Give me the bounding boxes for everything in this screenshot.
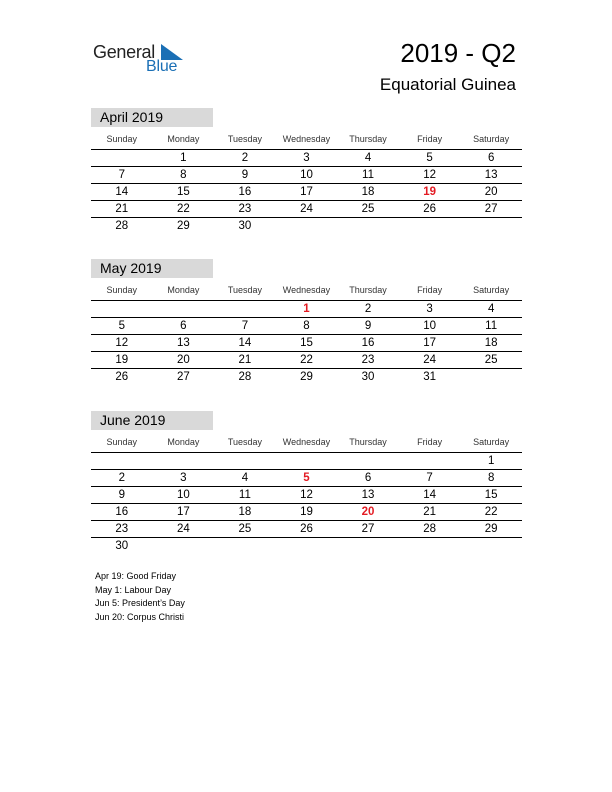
day-cell: 12	[115, 337, 129, 349]
day-cell: 14	[423, 489, 436, 501]
day-cell	[91, 150, 153, 166]
week-row	[91, 538, 522, 554]
weekday-label: Sunday	[106, 134, 138, 144]
day-cell: 15	[300, 337, 313, 349]
weekday-label: Tuesday	[227, 285, 262, 295]
day-cell: 26	[115, 371, 129, 383]
week-row	[91, 453, 522, 470]
weekday-label: Saturday	[473, 134, 510, 144]
day-cell: 13	[484, 169, 498, 181]
day-cell	[337, 453, 399, 469]
day-cell: 25	[238, 523, 252, 535]
week-row	[91, 201, 522, 218]
day-cell	[214, 453, 276, 469]
day-cell: 30	[361, 371, 375, 383]
day-cell: 4	[241, 472, 249, 484]
weekday-header	[91, 432, 522, 453]
day-cell: 3	[426, 303, 433, 315]
day-cell: 17	[423, 337, 436, 349]
day-cell: 21	[115, 203, 129, 215]
day-cell: 3	[303, 152, 310, 164]
page-title: 2019 - Q2	[400, 38, 516, 68]
day-cell: 1	[487, 455, 495, 467]
holiday-item: Jun 5: President’s Day	[95, 598, 185, 608]
day-cell: 23	[361, 354, 375, 366]
day-cell: 31	[423, 371, 436, 383]
day-cell: 4	[364, 152, 372, 164]
day-cell: 7	[241, 320, 249, 332]
holiday-item: Apr 19: Good Friday	[95, 571, 177, 581]
weekday-label: Sunday	[106, 437, 138, 447]
day-cell	[214, 538, 276, 554]
weekday-header	[91, 129, 522, 150]
holiday-day-cell: 1	[303, 303, 310, 315]
day-cell: 4	[487, 303, 495, 315]
week-row	[91, 184, 522, 201]
day-cell: 6	[180, 320, 187, 332]
day-cell: 28	[423, 523, 436, 535]
day-cell: 25	[361, 203, 375, 215]
week-row	[91, 218, 522, 234]
weekday-label: Tuesday	[227, 437, 262, 447]
holiday-day-cell: 5	[303, 472, 310, 484]
day-cell: 9	[364, 320, 372, 332]
day-cell: 3	[180, 472, 187, 484]
day-cell: 19	[300, 506, 313, 518]
day-cell	[460, 538, 522, 554]
logo-text-blue: Blue	[146, 58, 178, 75]
weekday-label: Thursday	[349, 134, 387, 144]
weekday-label: Tuesday	[227, 134, 262, 144]
day-cell: 11	[238, 489, 251, 501]
day-cell: 1	[180, 152, 187, 164]
day-cell: 24	[176, 523, 190, 535]
day-cell: 2	[118, 472, 125, 484]
day-cell: 29	[300, 371, 313, 383]
day-cell: 9	[241, 169, 249, 181]
day-cell: 27	[176, 371, 190, 383]
weekday-label: Thursday	[349, 437, 387, 447]
month-grid	[91, 301, 522, 385]
day-cell: 26	[300, 523, 313, 535]
day-cell	[91, 301, 153, 317]
day-cell: 28	[238, 371, 252, 383]
day-cell: 5	[118, 320, 125, 332]
day-cell: 20	[484, 186, 498, 198]
weekday-label: Saturday	[473, 437, 510, 447]
day-cell	[399, 538, 461, 554]
day-cell: 5	[426, 152, 433, 164]
day-cell	[276, 538, 338, 554]
day-cell	[337, 538, 399, 554]
day-cell: 8	[180, 169, 187, 181]
day-cell: 27	[484, 203, 498, 215]
country-name: Equatorial Guinea	[379, 75, 516, 94]
day-cell: 25	[484, 354, 498, 366]
day-cell: 12	[300, 489, 313, 501]
weekday-label: Monday	[167, 285, 200, 295]
day-cell: 12	[423, 169, 436, 181]
day-cell: 20	[176, 354, 190, 366]
brand-logo	[93, 40, 193, 80]
day-cell: 9	[118, 489, 125, 501]
day-cell: 18	[361, 186, 375, 198]
day-cell: 29	[484, 523, 498, 535]
weekday-label: Saturday	[473, 285, 510, 295]
weekday-label: Wednesday	[282, 134, 331, 144]
week-row	[91, 504, 522, 521]
day-cell: 8	[487, 472, 495, 484]
weekday-label: Wednesday	[282, 437, 331, 447]
day-cell: 2	[241, 152, 249, 164]
day-cell: 24	[423, 354, 436, 366]
day-cell: 26	[423, 203, 436, 215]
day-cell: 29	[176, 220, 190, 232]
day-cell: 10	[176, 489, 190, 501]
day-cell: 8	[303, 320, 310, 332]
month-label: June 2019	[91, 411, 213, 430]
week-row	[91, 470, 522, 487]
day-cell: 18	[238, 506, 252, 518]
holiday-day-cell: 20	[361, 506, 375, 518]
week-row	[91, 301, 522, 318]
week-row	[91, 335, 522, 352]
day-cell: 18	[484, 337, 498, 349]
day-cell	[276, 453, 338, 469]
weekday-label: Friday	[417, 134, 443, 144]
day-cell	[399, 218, 461, 234]
day-cell: 10	[300, 169, 313, 181]
day-cell	[399, 453, 461, 469]
month-grid	[91, 150, 522, 234]
day-cell	[91, 453, 153, 469]
weekday-label: Monday	[167, 134, 200, 144]
day-cell: 22	[484, 506, 498, 518]
week-row	[91, 150, 522, 167]
month-label: May 2019	[91, 259, 213, 278]
day-cell	[276, 218, 338, 234]
holiday-list	[95, 570, 185, 624]
day-cell: 24	[300, 203, 313, 215]
day-cell: 6	[487, 152, 495, 164]
month-june	[91, 411, 522, 554]
day-cell: 16	[115, 506, 129, 518]
day-cell	[153, 538, 215, 554]
weekday-label: Friday	[417, 437, 443, 447]
weekday-label: Sunday	[106, 285, 138, 295]
weekday-label: Friday	[417, 285, 443, 295]
day-cell: 30	[238, 220, 252, 232]
day-cell: 13	[361, 489, 375, 501]
week-row	[91, 487, 522, 504]
day-cell	[153, 301, 215, 317]
holiday-day-cell: 19	[423, 186, 436, 198]
day-cell	[337, 218, 399, 234]
month-april	[91, 108, 522, 234]
week-row	[91, 521, 522, 538]
day-cell: 22	[300, 354, 313, 366]
day-cell: 27	[361, 523, 375, 535]
weekday-header	[91, 280, 522, 301]
holiday-item: May 1: Labour Day	[95, 584, 172, 595]
day-cell: 13	[176, 337, 190, 349]
day-cell: 30	[115, 540, 129, 552]
week-row	[91, 352, 522, 369]
day-cell: 19	[115, 354, 129, 366]
day-cell: 16	[238, 186, 252, 198]
day-cell	[460, 369, 522, 385]
day-cell: 11	[362, 169, 374, 181]
week-row	[91, 369, 522, 385]
day-cell: 22	[176, 203, 190, 215]
day-cell: 14	[238, 337, 252, 349]
logo-text-general: General	[93, 42, 155, 62]
weekday-label: Monday	[167, 437, 200, 447]
day-cell: 17	[300, 186, 313, 198]
day-cell	[214, 301, 276, 317]
day-cell: 7	[426, 472, 433, 484]
day-cell: 28	[115, 220, 129, 232]
weekday-label: Wednesday	[282, 285, 331, 295]
day-cell	[153, 453, 215, 469]
day-cell: 23	[115, 523, 129, 535]
day-cell: 2	[364, 303, 372, 315]
day-cell: 21	[238, 354, 252, 366]
day-cell: 17	[176, 506, 190, 518]
day-cell: 11	[485, 320, 498, 332]
day-cell	[460, 218, 522, 234]
day-cell: 15	[176, 186, 190, 198]
holiday-item: Jun 20: Corpus Christi	[95, 611, 185, 622]
month-grid	[91, 453, 522, 554]
day-cell: 6	[364, 472, 372, 484]
day-cell: 23	[238, 203, 252, 215]
month-may	[91, 259, 522, 385]
weekday-label: Thursday	[349, 285, 387, 295]
day-cell: 16	[361, 337, 375, 349]
day-cell: 10	[423, 320, 436, 332]
week-row	[91, 167, 522, 184]
month-label: April 2019	[91, 108, 213, 127]
week-row	[91, 318, 522, 335]
day-cell: 15	[484, 489, 498, 501]
day-cell: 14	[115, 186, 129, 198]
day-cell: 21	[423, 506, 436, 518]
day-cell: 7	[118, 169, 125, 181]
